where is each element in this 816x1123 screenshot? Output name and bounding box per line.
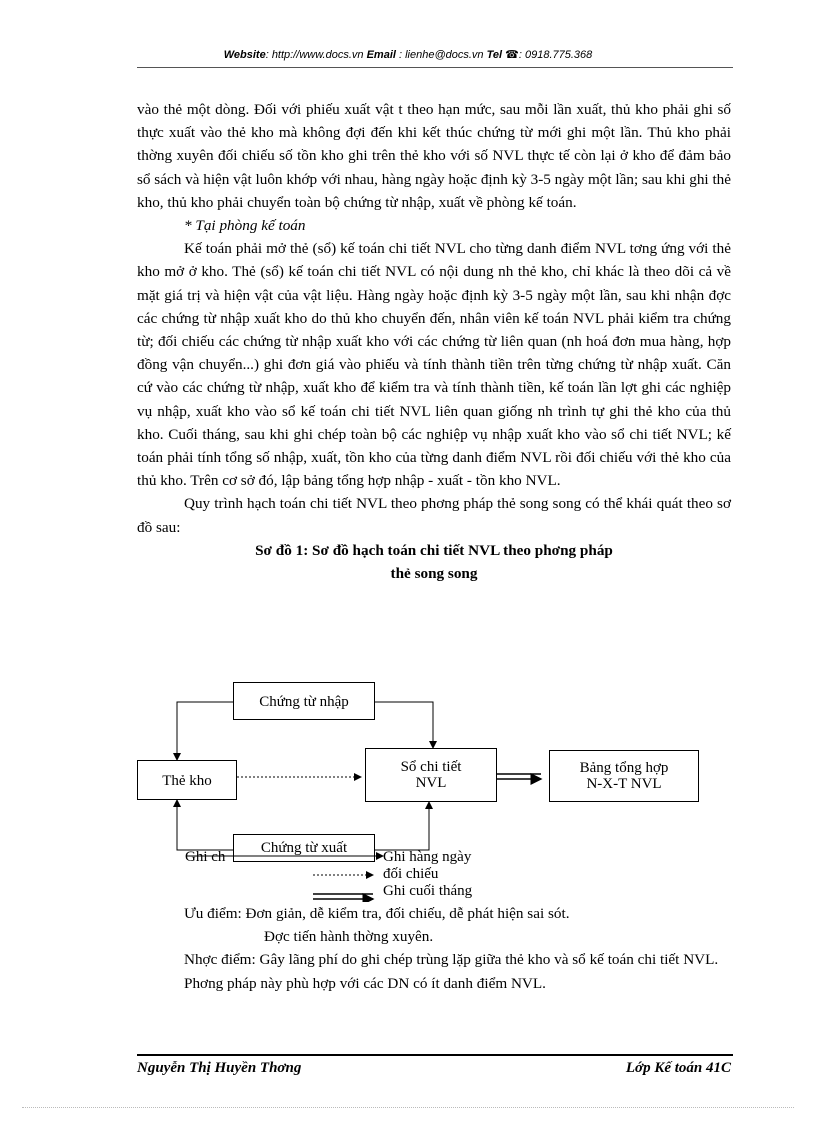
paragraph-3: Quy trình hạch toán chi tiết NVL theo phơng pháp thẻ song song có thể khái quát theo sơ đồ sau: xyxy=(137,495,731,536)
arrow-nhap-to-so xyxy=(375,702,433,748)
advantage: Ưu điểm: Đơn giản, dễ kiểm tra, đối chiếu, dễ phát hiện sai sót. xyxy=(184,905,570,922)
email-value: : lienhe@docs.vn xyxy=(395,49,487,61)
box-bang-line1: Bảng tổng hợp xyxy=(579,760,669,776)
legend-daily: Ghi hàng ngày xyxy=(383,849,472,865)
box-so-chi-tiet xyxy=(365,748,497,802)
paragraph-2: Kế toán phải mở thẻ (sổ) kế toán chi tiết NVL cho từng danh điểm NVL tơng ứng với thẻ kho mở ở kho. Thẻ (sổ) kế toán chi tiết NVL có nội dung nh thẻ kho, chỉ khác là theo dõi cả về mặt giá trị và hiện vật của vật liệu. Hàng ngày hoặc định kỳ 3-5 ngày một lần, sau khi nhận đợc các chứng từ nhập xuất kho do thủ kho chuyển đến, nhân viên kế toán NVL phải kiểm tra chứng từ; đối chiếu các chứng từ nhập xuất kho với các chứng từ liên quan (nh hoá đơn mua hàng, hợp đồng vận chuyển...) ghi đơn giá vào phiếu và tính thành tiền trên từng chứng từ nhập xuất. Căn cứ vào các chứng từ nhập, xuất kho để kiểm tra và tính thành tiền, kế toán lần lợt ghi các nghiệp vụ nhập, xuất kho vào sổ kế toán chi tiết NVL liên quan giống nh trình tự ghi thẻ kho của thủ kho. Cuối tháng, sau khi ghi chép toàn bộ các nghiệp vụ nhập xuất kho vào sổ chi tiết NVL; kế toán phải tính tổng số nhập, xuất, tồn kho của từng danh điểm NVL rồi đối chiếu với thẻ kho của thủ kho. Trên cơ sở đó, lập bảng tổng hợp nhập - xuất - tồn kho NVL. xyxy=(137,240,731,490)
box-chung-tu-xuat-label: Chứng từ xuất xyxy=(260,840,348,856)
box-so-line1: Sổ chi tiết xyxy=(400,759,462,775)
box-bang-tong-hop xyxy=(549,750,699,802)
footer-divider xyxy=(137,1054,733,1056)
disadvantage: Nhợc điểm: Gây lãng phí do ghi chép trùng lặp giữa thẻ kho và sổ kế toán chi tiết NVL. xyxy=(184,951,719,969)
legend-check: đối chiếu xyxy=(383,866,439,882)
flow-diagram xyxy=(137,678,731,902)
arrow-nhap-to-the-kho xyxy=(177,702,233,760)
website-label: Website xyxy=(223,49,266,61)
box-bang-line2: N-X-T NVL xyxy=(586,776,662,792)
diagram-title-line1: Sơ đồ 1: Sơ đồ hạch toán chi tiết NVL theo phơng pháp xyxy=(255,541,613,559)
email-label: Email xyxy=(366,49,396,61)
advantage-2: Đợc tiến hành thờng xuyên. xyxy=(264,928,434,946)
footer-class: Lớp Kế toán 41C xyxy=(625,1060,731,1076)
diagram-title-line2: thẻ song song xyxy=(390,565,478,583)
footer-author: Nguyễn Thị Huyền Thơng xyxy=(137,1060,302,1076)
arrow-xuat-to-so xyxy=(375,802,429,850)
box-chung-tu-xuat xyxy=(233,834,375,862)
box-the-kho xyxy=(137,760,237,800)
header-divider xyxy=(137,67,733,68)
tel-label: Tel ☎ xyxy=(486,49,519,61)
website-value: : http://www.docs.vn xyxy=(265,49,367,61)
arrow-xuat-to-the-kho xyxy=(177,800,233,850)
legend-month: Ghi cuối tháng xyxy=(383,883,473,899)
suitability: Phơng pháp này phù hợp với các DN có ít danh điểm NVL. xyxy=(184,974,546,992)
box-chung-tu-nhap xyxy=(233,682,375,720)
legend-daily-left: Ghi ch xyxy=(185,849,226,865)
box-the-kho-label: Thẻ kho xyxy=(162,773,212,789)
paragraph-1: vào thẻ một dòng. Đối với phiếu xuất vật t theo hạn mức, sau mỗi lần xuất, thủ kho phải ghi số thực xuất vào thẻ kho mà không đợi đến khi kết thúc chứng từ mới ghi một lần. Thủ kho phải thờng xuyên đối chiếu số tồn kho ghi trên thẻ kho với số NVL thực tế còn lại ở kho để đảm bảo sổ sách và hiện vật luôn khớp với nhau, hàng ngày hoặc định kỳ 3-5 ngày một lần; sau khi ghi thẻ kho, thủ kho phải chuyển toàn bộ chứng từ nhập, xuất về phòng kế toán. xyxy=(137,101,731,211)
box-chung-tu-nhap-label: Chứng từ nhập xyxy=(259,694,349,710)
evaluation-text xyxy=(137,902,731,995)
tel-value: : 0918.775.368 xyxy=(518,49,593,61)
main-text xyxy=(137,98,731,585)
page-bottom-dotted-line xyxy=(22,1107,794,1108)
page-header xyxy=(0,48,816,61)
box-so-line2: NVL xyxy=(415,775,447,791)
subheading-accounting: * Tại phòng kế toán xyxy=(184,217,306,235)
